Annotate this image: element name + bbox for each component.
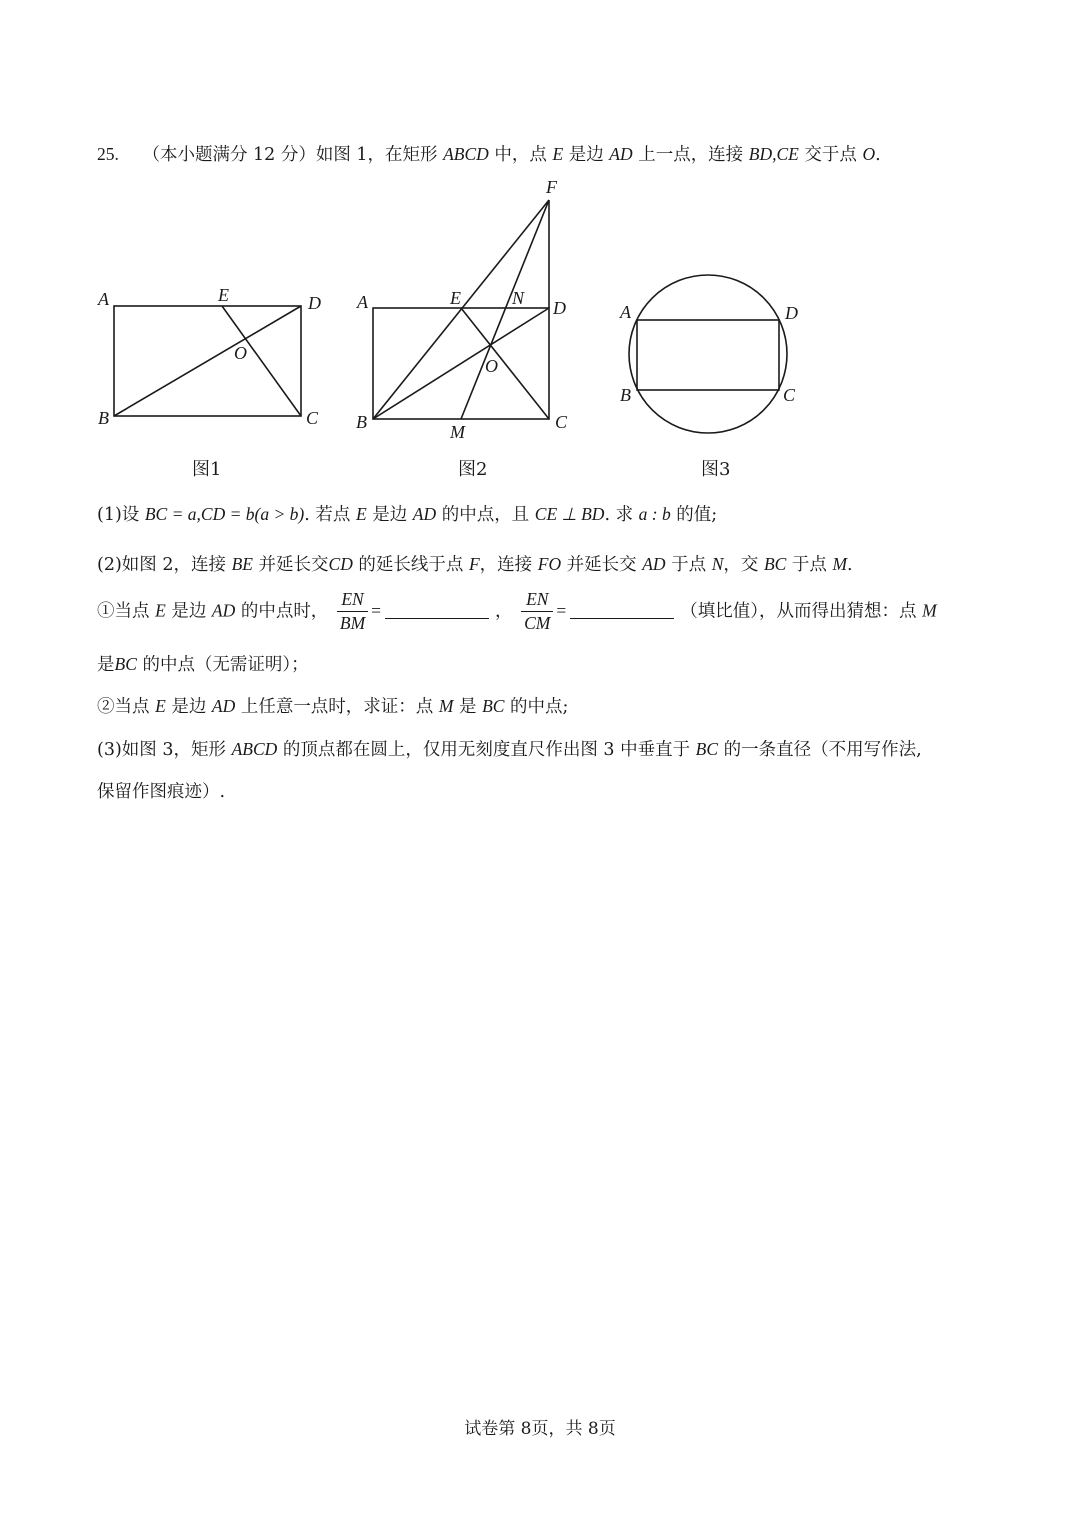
page-footer: 试卷第 8页，共 8页 — [464, 1419, 616, 1439]
part-3: (3)如图 3，矩形 ABCD 的顶点都在圆上，仅用无刻度直尺作出图 3 中垂直于 BC 的一条直径（不用写作法, — [97, 739, 922, 760]
fig3-label-b: B — [620, 385, 631, 405]
fig1-label-a: A — [98, 289, 109, 309]
sub-question-2: ②当点 E 是边 AD 上任意一点时，求证：点 M 是 BC 的中点; — [97, 696, 569, 717]
answer-blank-1[interactable] — [385, 604, 489, 619]
part-2: (2)如图 2，连接 BE 并延长交CD 的延长线于点 F，连接 FO 并延长交 AD 于点 N，交 BC 于点 M. — [97, 554, 853, 575]
fig1-label-b: B — [98, 408, 109, 428]
fig2-line-fm — [461, 200, 549, 419]
fig3-label-a: A — [620, 302, 631, 322]
sub-question-1-line-2: 是BC 的中点（无需证明）； — [97, 654, 309, 675]
fig2-label-f: F — [546, 177, 557, 197]
fig3-caption: 图3 — [701, 459, 731, 480]
fig2-label-n: N — [512, 288, 525, 308]
fig2-label-m: M — [450, 422, 465, 442]
fig1-label-c: C — [306, 408, 319, 428]
part1-formula: BC = a,CD = b(a > b) — [144, 504, 305, 524]
fig3-rectangle — [637, 320, 779, 390]
fig2-line-bd — [373, 308, 549, 419]
fig3-label-c: C — [783, 385, 796, 405]
fig1-diagonal-bd — [114, 306, 301, 416]
fraction-en-bm: $\frac{EN}{BM}$ — [337, 590, 368, 634]
fig1-caption: 图1 — [192, 459, 222, 480]
fig3-circle — [629, 275, 787, 433]
part-3-line-2: 保留作图痕迹）. — [97, 782, 226, 802]
fig2-label-a: A — [357, 292, 368, 312]
sub-question-1: ①当点 E 是边 AD 的中点时， $\frac{EN}{BM}$ = ， $\frac{EN}{CM}$ = （填比值），从而得出猜想：点 M — [97, 589, 937, 634]
fig2-label-b: B — [356, 412, 367, 432]
fig2-label-c: C — [555, 412, 568, 432]
fig1-label-o: O — [234, 343, 247, 363]
fig2-label-e: E — [450, 288, 461, 308]
part-1: (1)设 BC = a,CD = b(a > b). 若点 E 是边 AD 的中点，且 CE ⊥ BD. 求 a : b 的值; — [97, 504, 718, 525]
question-intro: 25. （本小题满分 12 分）如图 1，在矩形 ABCD 中，点 E 是边 AD 上一点，连接 BD,CE 交于点 O. — [97, 144, 881, 165]
question-number: 25. — [97, 144, 119, 164]
fig3-label-d: D — [785, 303, 798, 323]
fig1-label-e: E — [218, 285, 229, 305]
fig2-caption: 图2 — [458, 459, 488, 480]
fig2-label-d: D — [553, 298, 566, 318]
answer-blank-2[interactable] — [570, 604, 674, 619]
fig2-label-o: O — [485, 356, 498, 376]
fraction-en-cm: $\frac{EN}{CM}$ — [521, 590, 553, 634]
fig1-label-d: D — [308, 293, 321, 313]
fig2-line-ec — [461, 308, 549, 419]
